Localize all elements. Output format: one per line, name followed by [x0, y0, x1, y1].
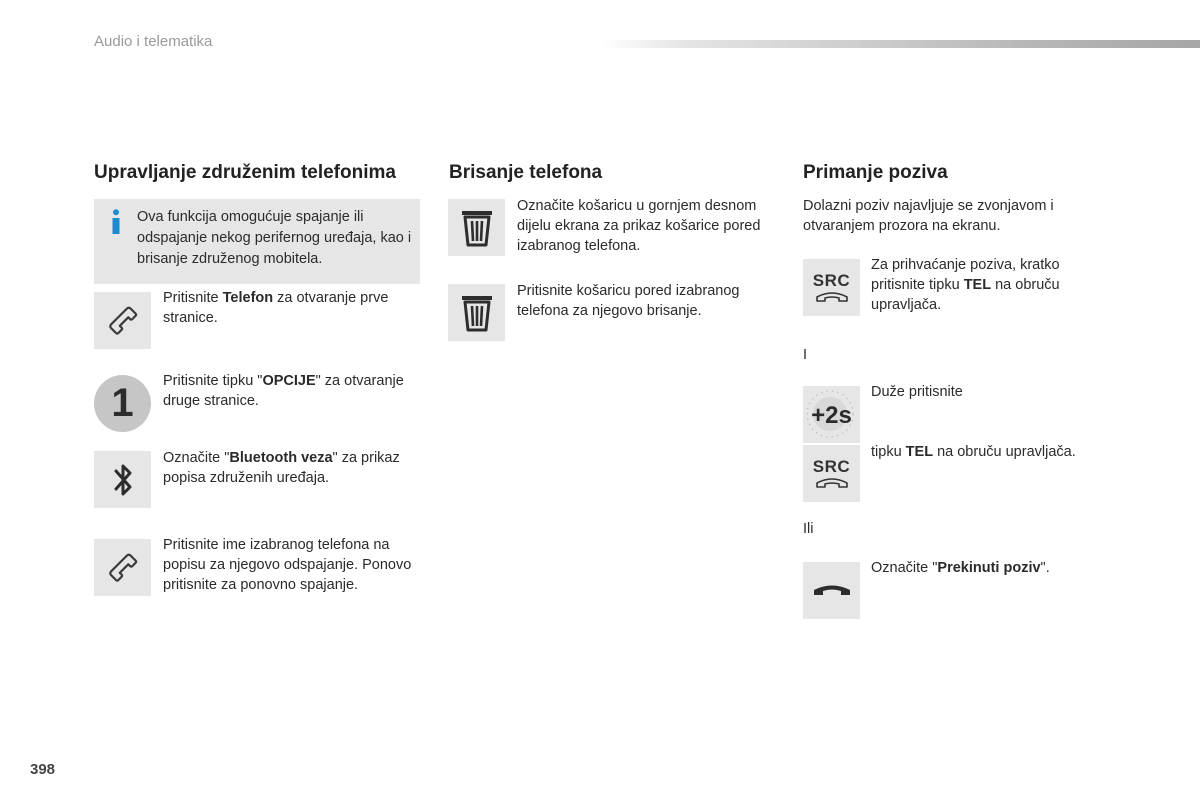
column2-step1-text: Označite košaricu u gornjem desnom dijelu ekrana za prikaz košarice pored izabranog telefona.: [517, 198, 761, 254]
src-button-icon: [803, 445, 860, 502]
or-label: I: [803, 347, 808, 363]
info-text: Ova funkcija omogućuje spajanje ili odspajanje nekog perifernog uređaja, kao i brisanje združenog mobitela.: [137, 209, 412, 267]
column1-step1-text: Pritisnite Telefon za otvaranje prve stranice.: [163, 290, 389, 326]
section-label: Audio i telematika: [94, 33, 213, 50]
info-box: [94, 199, 420, 284]
timer-2s-label: +2s: [811, 402, 852, 429]
trash-bin-icon: [448, 284, 505, 341]
column2-title: Brisanje telefona: [449, 162, 603, 183]
bluetooth-icon: [94, 451, 151, 508]
column3-intro: Dolazni poziv najavljuje se zvonjavom i otvaranjem prozora na ekranu.: [803, 198, 1054, 234]
timer-2s-icon: [803, 386, 860, 443]
phone-receiver-icon: [814, 476, 850, 490]
column3-title: Primanje poziva: [803, 162, 948, 183]
column3-step2-text: Duže pritisnite: [871, 384, 963, 400]
column1-title: Upravljanje združenim telefonima: [94, 162, 396, 183]
phone-handset-icon: [94, 292, 151, 349]
column2-step2-text: Pritisnite košaricu pored izabranog telefona za njegovo brisanje.: [517, 283, 740, 319]
src-button-label: SRC: [812, 456, 851, 476]
page-number: 398: [30, 761, 56, 778]
column3-step4-text: Označite "Prekinuti poziv".: [871, 560, 1050, 576]
column1-step3-text: Označite "Bluetooth veza" za prikaz popisa združenih uređaja.: [163, 450, 400, 486]
step-number-badge: 1: [94, 375, 151, 432]
info-icon: [110, 209, 122, 235]
column3-step1-text: Za prihvaćanje poziva, kratko pritisnite tipku TEL na obruču upravljača.: [871, 257, 1060, 313]
phone-receiver-icon: [814, 290, 850, 304]
hang-up-icon: [803, 562, 860, 619]
src-button-label: SRC: [812, 270, 851, 290]
phone-handset-icon: [94, 539, 151, 596]
header-decor-bar: [600, 40, 1200, 48]
or-label: Ili: [803, 521, 814, 537]
column1-step4-text: Pritisnite ime izabranog telefona na popisu za njegovo odspajanje. Ponovo pritisnite za ponovno spajanje.: [163, 537, 412, 593]
src-button-icon: [803, 259, 860, 316]
column1-step2-text: Pritisnite tipku "OPCIJE" za otvaranje druge stranice.: [163, 373, 404, 409]
trash-bin-icon: [448, 199, 505, 256]
column3-step3-text: tipku TEL na obruču upravljača.: [871, 444, 1076, 460]
